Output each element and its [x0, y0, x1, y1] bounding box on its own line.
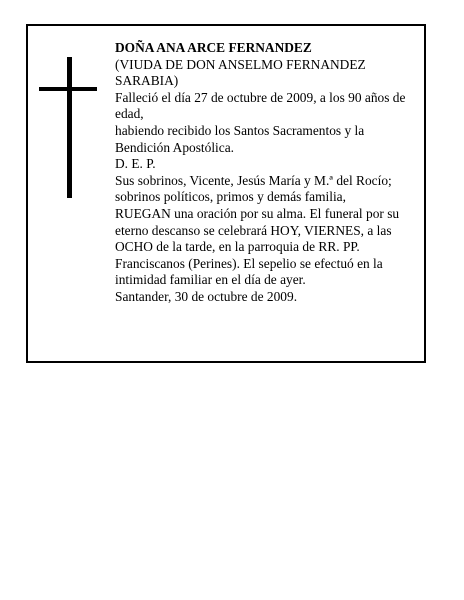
funeral-request: RUEGAN una oración por su alma. El funeral por su eterno descanso se celebrará HOY, VIERNES, a las OCHO de la tarde, en la parroquia de RR. PP. Franciscanos (Perines). El sepelio se efectuó en la intimidad familiar en el día de ayer. [115, 205, 400, 288]
place-date: Santander, 30 de octubre de 2009. [115, 288, 298, 304]
cross-horizontal-bar [39, 87, 97, 91]
cross-vertical-bar [67, 57, 72, 198]
death-announcement: Falleció el día 27 de octubre de 2009, a los 90 años de edad, [115, 89, 406, 122]
deceased-name: DOÑA ANA ARCE FERNANDEZ [115, 40, 312, 55]
notice-body [115, 40, 417, 306]
widow-of-line: (VIUDA DE DON ANSELMO FERNANDEZ SARABIA) [115, 56, 366, 89]
obituary-notice [26, 24, 426, 363]
sacraments-line: habiendo recibido los Santos Sacramentos y la Bendición Apostólica. [115, 122, 365, 155]
family-line: Sus sobrinos, Vicente, Jesús María y M.ª del Rocío; sobrinos políticos, primos y demás familia, [115, 172, 392, 205]
dep-line: D. E. P. [115, 156, 156, 172]
